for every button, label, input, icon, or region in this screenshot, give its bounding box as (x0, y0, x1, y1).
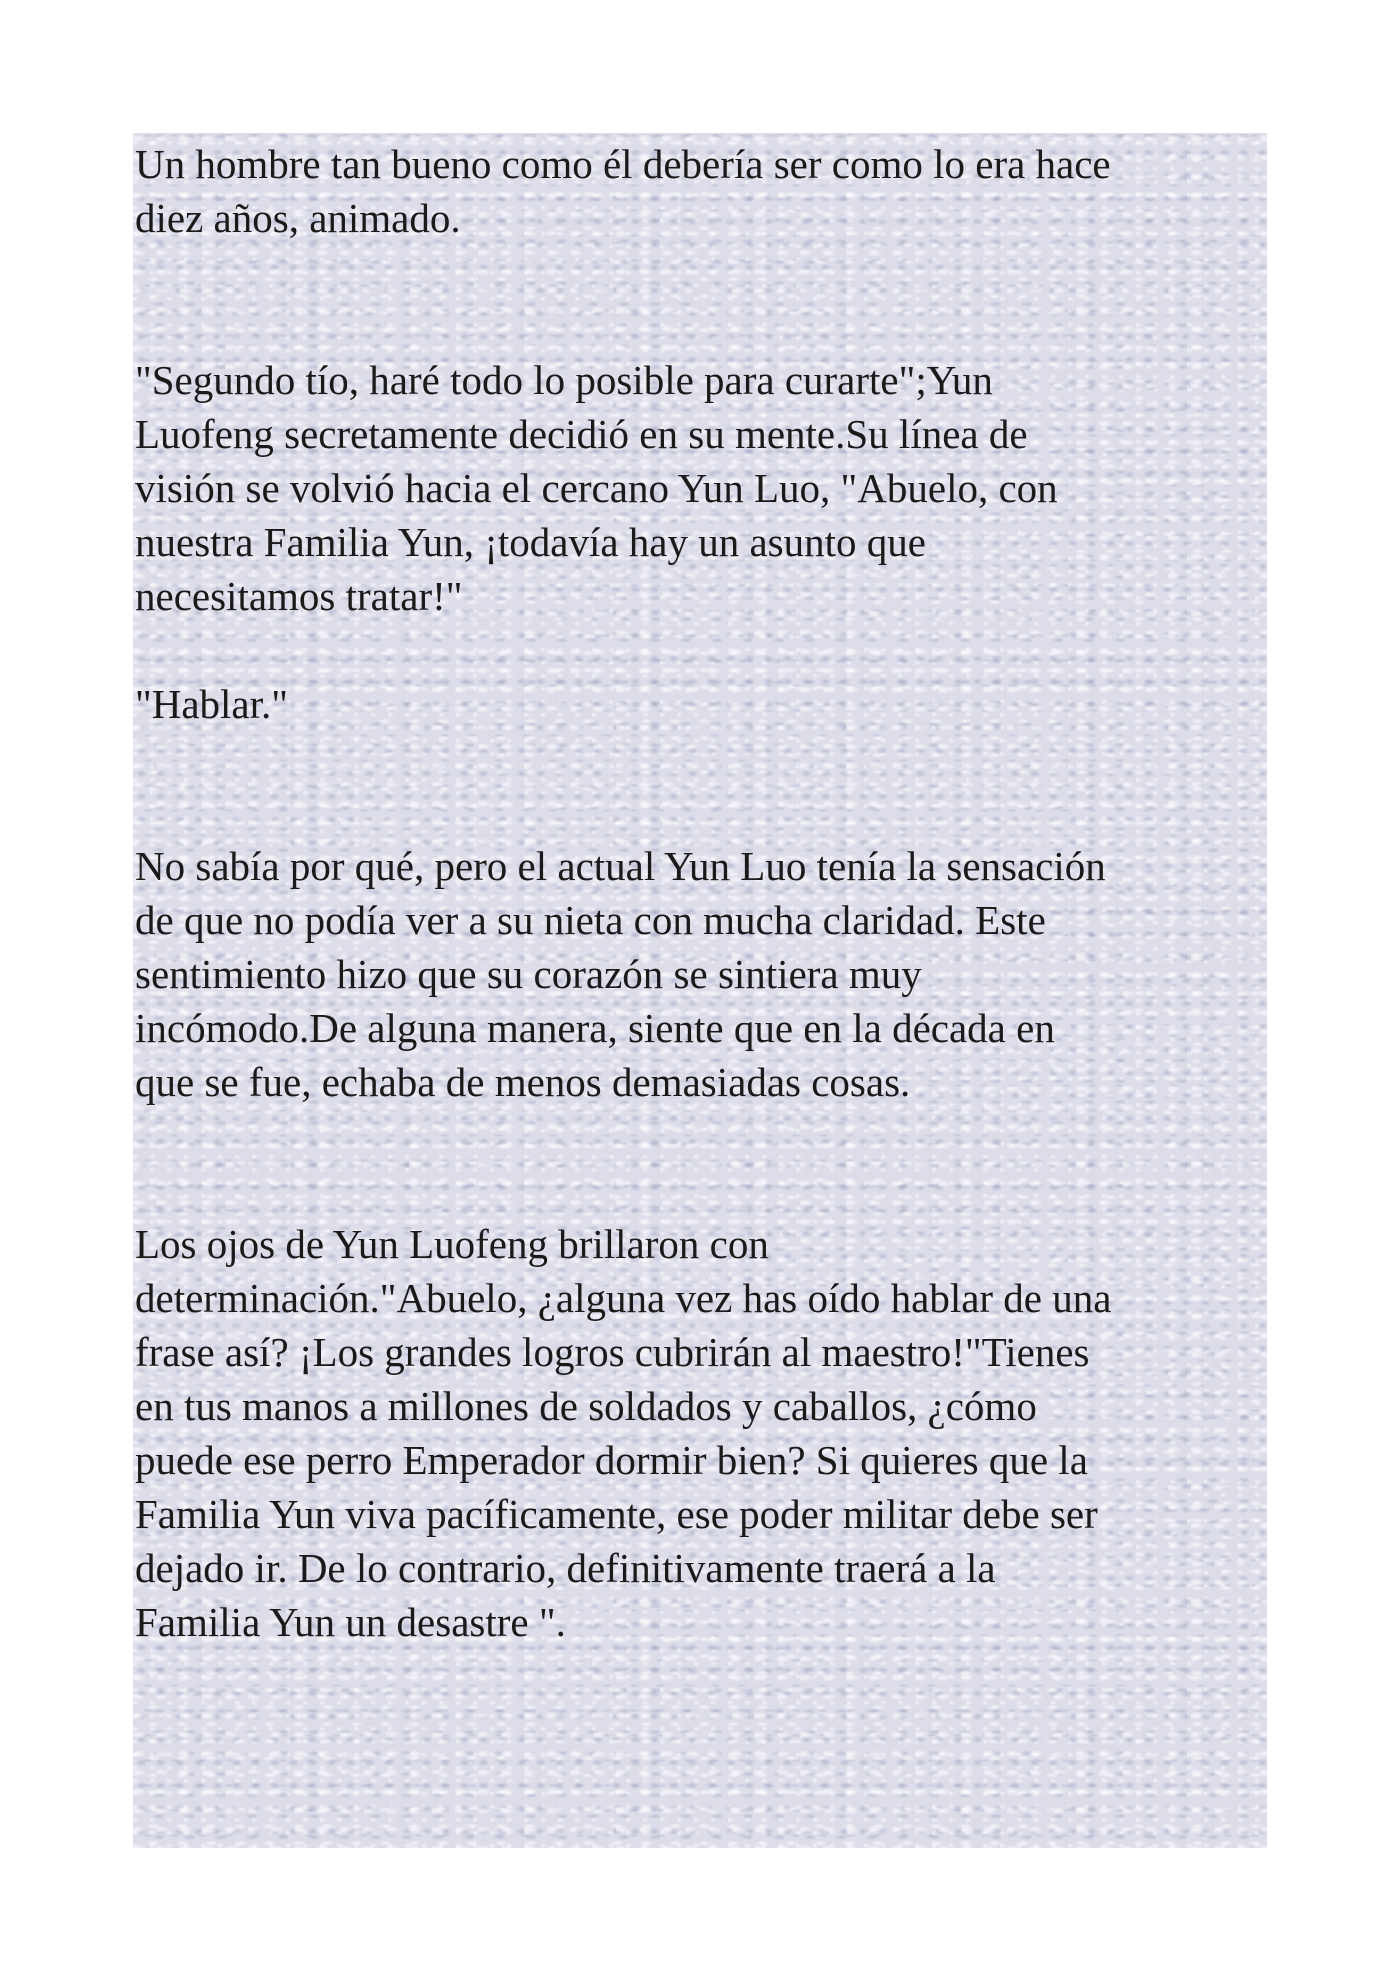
paragraph-1: Un hombre tan bueno como él debería ser como lo era hace diez años, animado. (135, 141, 1111, 241)
paragraph-2: "Segundo tío, haré todo lo posible para curarte";Yun Luofeng secretamente decidió en su mente.Su línea de visión se volvió hacia el cercano Yun Luo, "Abuelo, con nuestra Familia Yun, ¡todavía hay un asunto que necesitamos tratar!" (135, 357, 1058, 619)
paragraph-5: Los ojos de Yun Luofeng brillaron con determinación."Abuelo, ¿alguna vez has oído hablar de una frase así? ¡Los grandes logros cubrirán al maestro!"Tienes en tus manos a millones de soldados y caballos, ¿cómo puede ese perro Emperador dormir bien? Si quieres que la Familia Yun viva pacíficamente, ese poder militar debe ser dejado ir. De lo contrario, definitivamente traerá a la Familia Yun un desastre ". (135, 1221, 1112, 1645)
paragraph-3: "Hablar." (135, 681, 289, 727)
textured-page (133, 133, 1267, 1848)
paragraph-4: No sabía por qué, pero el actual Yun Luo tenía la sensación de que no podía ver a su nieta con mucha claridad. Este sentimiento hizo que su corazón se sintiera muy incómodo.De alguna manera, siente que en la década en que se fue, echaba de menos demasiadas cosas. (135, 843, 1106, 1105)
